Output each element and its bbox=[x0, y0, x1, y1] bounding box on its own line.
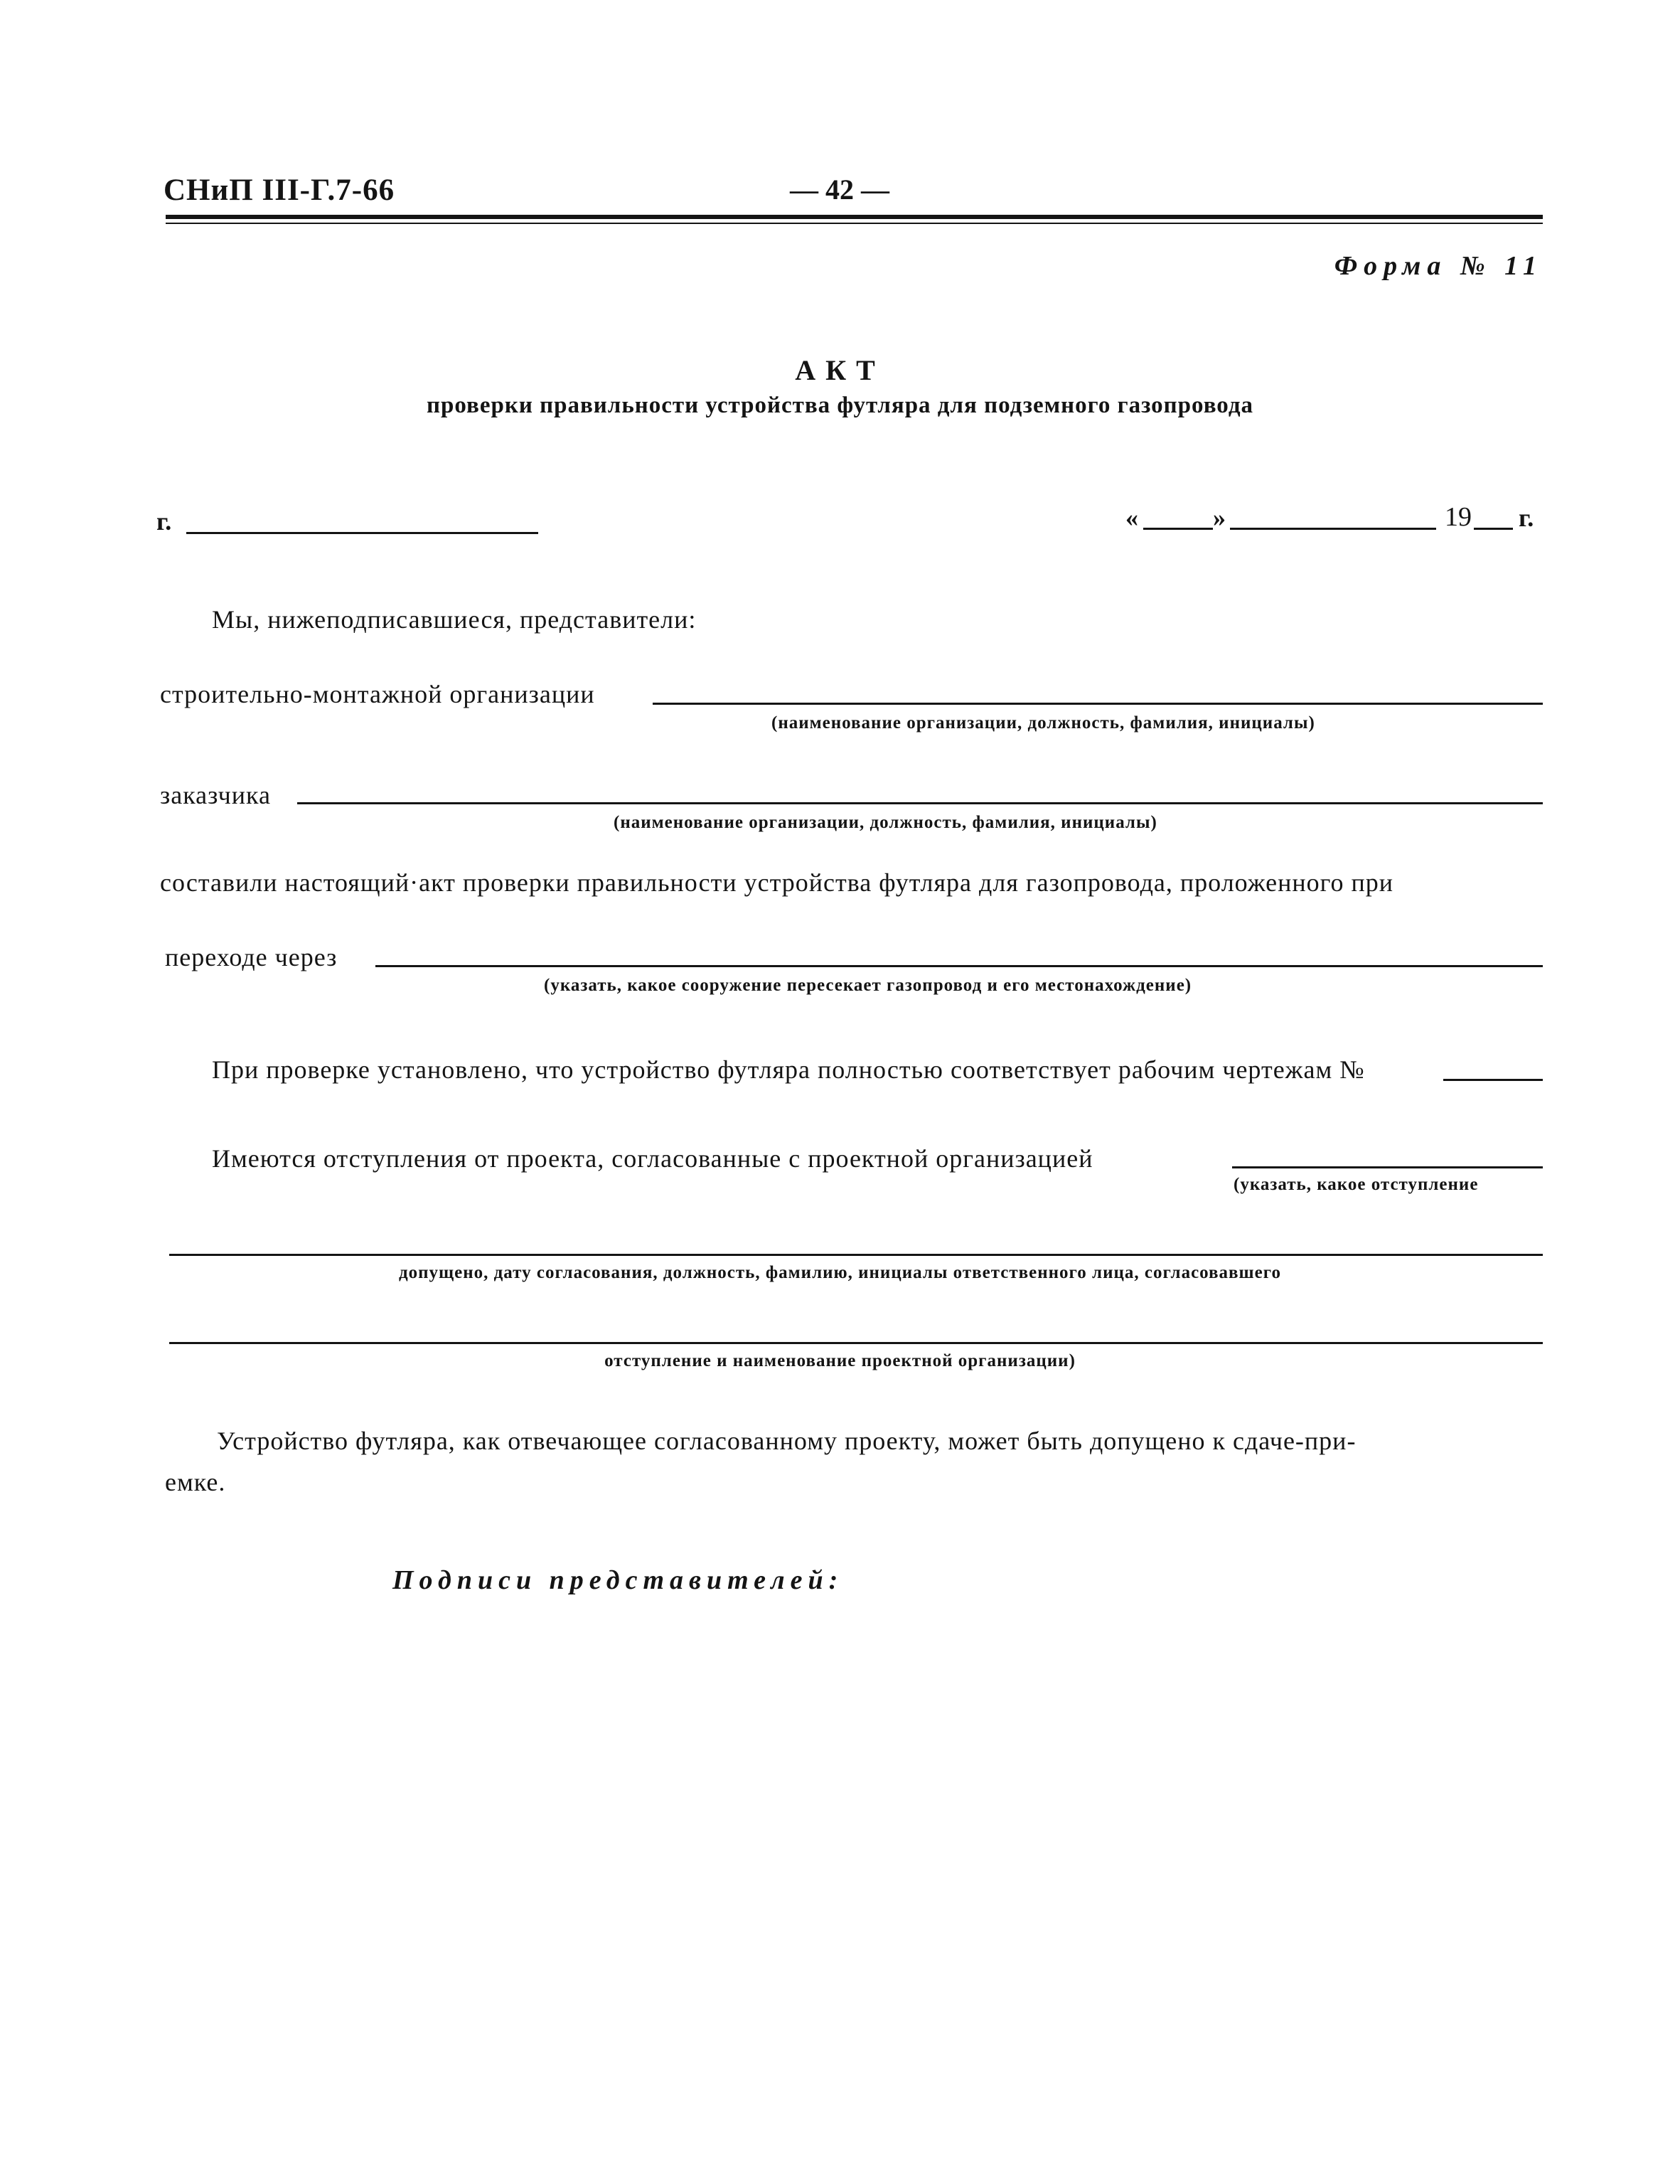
date-close-quote: » bbox=[1213, 504, 1226, 532]
act-title: АКТ bbox=[795, 354, 885, 386]
date-open-quote: « bbox=[1125, 504, 1138, 532]
header-rule bbox=[166, 215, 1543, 219]
year-prefix: 19 bbox=[1445, 502, 1472, 532]
drawing-number-field[interactable] bbox=[1443, 1079, 1543, 1081]
date-month-field[interactable] bbox=[1230, 528, 1436, 530]
deviations-caption: (указать, какое отступление bbox=[1234, 1175, 1479, 1194]
customer-label: заказчика bbox=[160, 781, 271, 809]
compiled-text: составили настоящий·акт проверки правильности устройства футляра для газопровода, проложенного при bbox=[160, 868, 1394, 897]
conclusion-text-end: емке. bbox=[165, 1468, 226, 1496]
signatures-label: Подписи представителей: bbox=[392, 1565, 844, 1595]
act-subtitle: проверки правильности устройства футляра для подземного газопровода bbox=[426, 393, 1254, 418]
deviations-caption-3: отступление и наименование проектной организации) bbox=[604, 1351, 1076, 1370]
customer-field[interactable] bbox=[297, 802, 1543, 804]
deviations-field-3[interactable] bbox=[169, 1342, 1543, 1344]
customer-caption: (наименование организации, должность, фамилия, инициалы) bbox=[614, 813, 1157, 832]
org-field[interactable] bbox=[653, 703, 1543, 705]
deviations-field-2[interactable] bbox=[169, 1254, 1543, 1256]
date-day-field[interactable] bbox=[1143, 528, 1213, 530]
form-number: Форма № 11 bbox=[1334, 251, 1543, 281]
page-number: — 42 — bbox=[790, 174, 889, 206]
year-suffix: г. bbox=[1519, 504, 1534, 532]
city-field[interactable] bbox=[186, 532, 538, 534]
crossing-caption: (указать, какое сооружение пересекает газопровод и его местонахождение) bbox=[544, 976, 1192, 995]
crossing-label: переходе через bbox=[165, 943, 338, 971]
date-year-field[interactable] bbox=[1474, 528, 1513, 530]
org-caption: (наименование организации, должность, фамилия, инициалы) bbox=[771, 713, 1315, 733]
deviations-field[interactable] bbox=[1232, 1166, 1543, 1168]
deviations-text: Имеются отступления от проекта, согласованные с проектной организацией bbox=[212, 1144, 1093, 1173]
deviations-caption-2: допущено, дату согласования, должность, фамилию, инициалы ответственного лица, согласовавшего bbox=[399, 1263, 1281, 1282]
conclusion-text: Устройство футляра, как отвечающее согласованному проекту, может быть допущено к сдаче-при- bbox=[217, 1427, 1357, 1455]
check-text: При проверке установлено, что устройство футляра полностью соответствует рабочим чертежам № bbox=[212, 1055, 1365, 1084]
document-code: СНиП III-Г.7-66 bbox=[164, 174, 395, 207]
header-rule-thin bbox=[166, 223, 1543, 224]
city-prefix: г. bbox=[156, 507, 172, 536]
org-label: строительно-монтажной организации bbox=[160, 680, 595, 708]
intro-text: Мы, нижеподписавшиеся, представители: bbox=[212, 605, 697, 634]
crossing-field[interactable] bbox=[375, 965, 1543, 967]
